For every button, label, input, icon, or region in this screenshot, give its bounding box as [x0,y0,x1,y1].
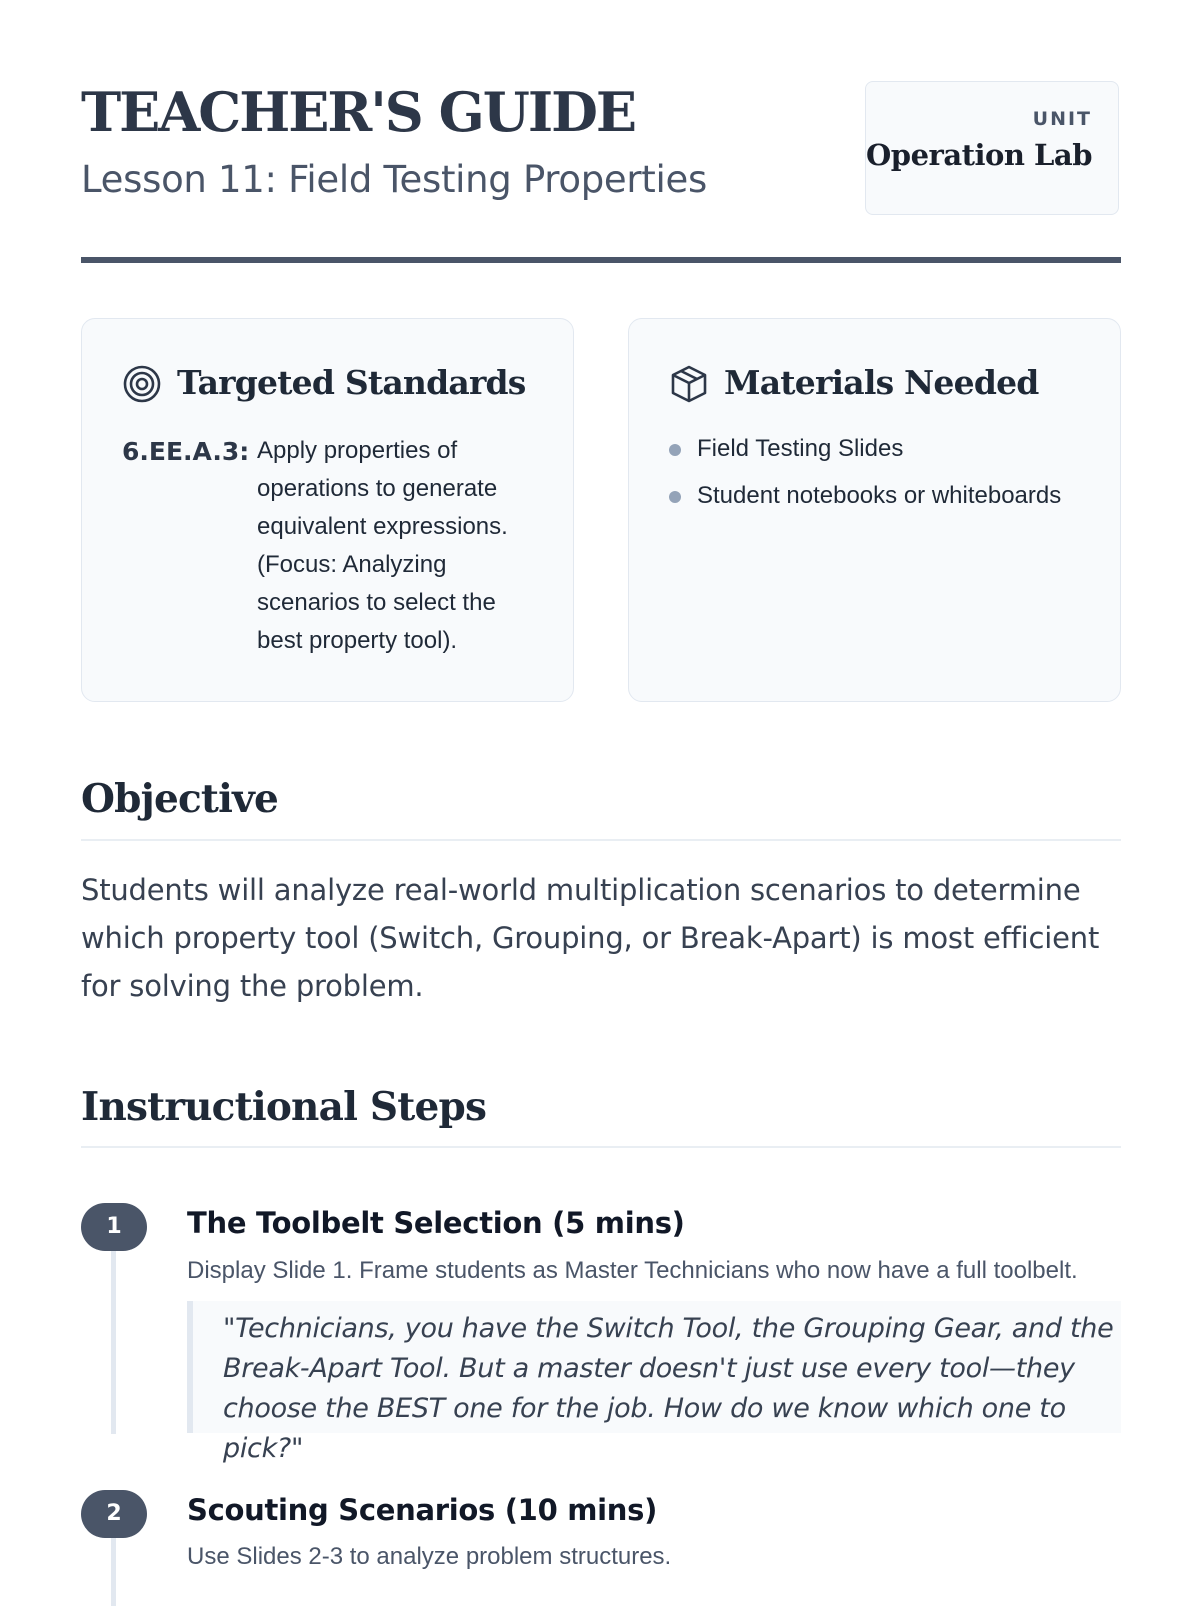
step-description: Display Slide 1. Frame students as Master Technicians who now have a full toolbelt. [187,1257,1078,1284]
objective-divider [81,839,1121,841]
objective-heading: Objective [81,776,279,822]
materials-title: Materials Needed [724,363,1039,402]
step-title: Scouting Scenarios (10 mins) [187,1493,658,1527]
page-title: TEACHER'S GUIDE [81,80,636,144]
package-icon [669,364,709,404]
unit-name: Operation Lab [866,138,1092,172]
unit-label: UNIT [1032,108,1092,130]
steps-heading: Instructional Steps [81,1084,487,1130]
material-label: Student notebooks or whiteboards [697,482,1062,509]
unit-badge [865,81,1119,215]
step-title: The Toolbelt Selection (5 mins) [187,1206,685,1240]
list-item [669,476,1061,523]
target-icon [122,364,162,404]
objective-text: Students will analyze real-world multiplication scenarios to determine which property tool (Switch, Grouping, or Break-Apart) is most efficient for solving the problem. [81,873,1100,1003]
step-number-badge: 2 [81,1490,147,1538]
bullet-icon [669,444,681,456]
list-item [669,429,1061,476]
lesson-subtitle: Lesson 11: Field Testing Properties [81,158,707,201]
step-connector [111,1228,116,1434]
standards-card [81,318,574,702]
guide-header [81,0,1121,265]
header-divider [81,257,1121,263]
step-number-badge: 1 [81,1203,147,1251]
materials-card [628,318,1121,702]
teacher-script-quote: "Technicians, you have the Switch Tool, the Grouping Gear, and the Break-Apart Tool. But a master doesn't just use every tool—they choose the BEST one for the job. How do we know which one to pick?" [187,1301,1121,1433]
step-description: Use Slides 2-3 to analyze problem structures. [187,1543,672,1570]
standard-code: 6.EE.A.3: [122,437,250,466]
steps-divider [81,1146,1121,1148]
materials-list [669,429,1061,523]
bullet-icon [669,491,681,503]
standards-title: Targeted Standards [177,363,526,402]
standard-description: Apply properties of operations to generate equivalent expressions. (Focus: Analyzing scenarios to select the best property tool). [257,437,508,654]
material-label: Field Testing Slides [697,435,904,462]
